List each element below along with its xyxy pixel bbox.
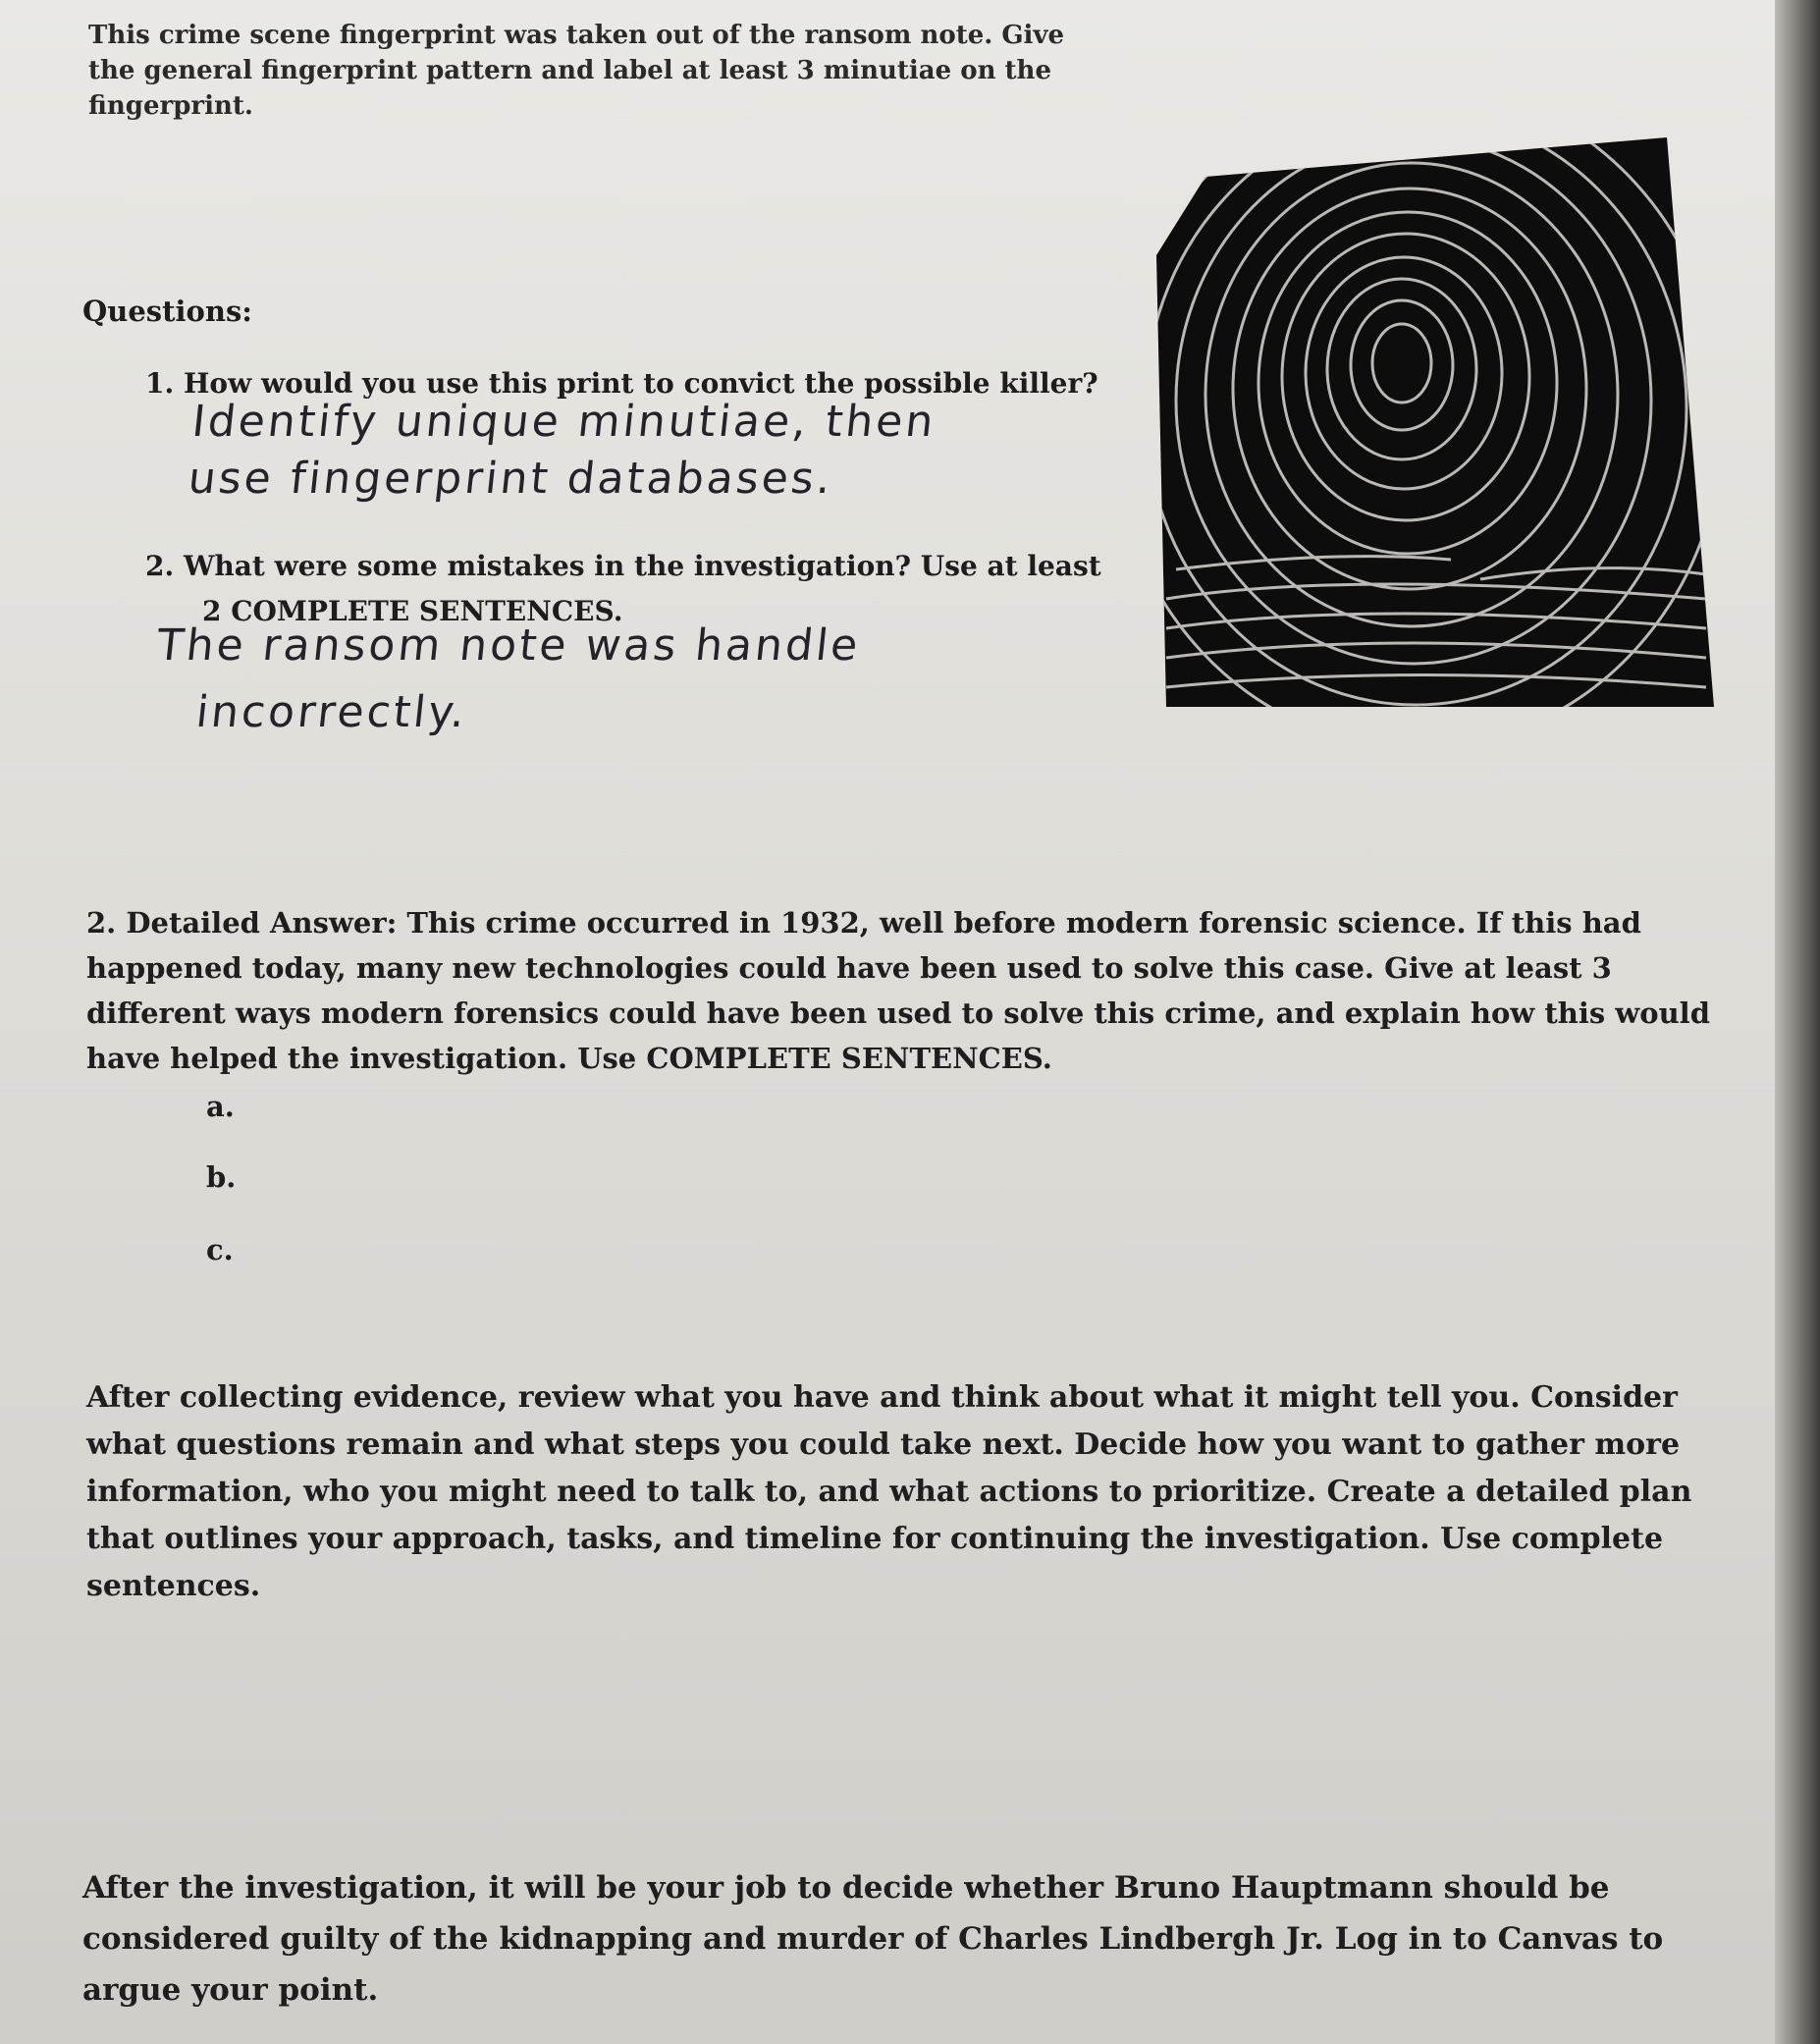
question-2-requirement: 2 COMPLETE SENTENCES. xyxy=(202,595,623,627)
questions-heading: Questions: xyxy=(82,295,252,328)
detailed-answer-text: This crime occurred in 1932, well before modern forensic science. If this had happened today, many new technologies could have been used to solve this case. Give at least 3 different ways modern forensics could have been used to solve this crime, and explain how this would have helped the investigation. Use xyxy=(86,906,1710,1075)
plan-prompt-emphasis: detailed xyxy=(1475,1475,1610,1509)
answer-2-line-1: The ransom note was handle xyxy=(154,620,864,671)
detailed-answer-prompt xyxy=(86,900,1736,1081)
fingerprint-image xyxy=(1156,137,1714,707)
verdict-prompt: After the investigation, it will be your job to decide whether Bruno Hauptmann should be considered guilty of the kidnapping and murder of Charles Lindbergh Jr. Log in to Canvas to argue your point. xyxy=(82,1870,1664,2008)
option-a-label: a. xyxy=(206,1090,235,1123)
page-edge-shadow xyxy=(1775,0,1820,2044)
question-2: 2. What were some mistakes in the investigation? Use at least xyxy=(145,550,1101,582)
plan-prompt-end: plan that outlines your approach, tasks, and timeline for continuing the investigation. Use complete sentences. xyxy=(86,1475,1692,1603)
answer-1-line-2: use fingerprint databases. xyxy=(186,454,836,504)
answer-1-line-1: Identify unique minutiae, then xyxy=(189,397,939,447)
plan-prompt-start: After collecting evidence, review what you have and think about what it might tell you. Consider what questions remain and what steps you could take next. Decide how you want to gather more information, who you might need to talk to, and what actions to prioritize. Create a xyxy=(86,1380,1681,1509)
fingerprint-graphic xyxy=(1156,137,1714,707)
detailed-answer-lead: 2. Detailed Answer: xyxy=(86,906,398,940)
fingerprint-instructions: This crime scene fingerprint was taken out of the ransom note. Give the general fingerprint pattern and label at least 3 minutiae on the fingerprint. xyxy=(88,21,1065,121)
question-1: 1. How would you use this print to convict the possible killer? xyxy=(145,367,1098,400)
investigation-plan-prompt xyxy=(86,1374,1736,1610)
answer-2-line-2: incorrectly. xyxy=(193,687,470,737)
detailed-answer-emphasis: COMPLETE SENTENCES. xyxy=(646,1042,1052,1075)
option-c-label: c. xyxy=(206,1233,234,1266)
option-b-label: b. xyxy=(206,1160,237,1194)
